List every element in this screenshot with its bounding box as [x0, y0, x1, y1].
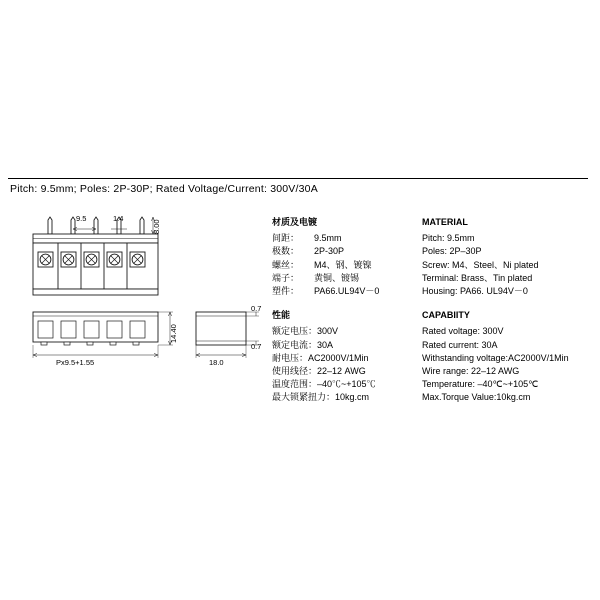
en-capability-row-1: Rated current: 30A — [422, 339, 498, 350]
cn-material-row — [272, 259, 412, 272]
cn-material-label-1: 极数： — [272, 246, 300, 257]
dim-block-width: 18.0 — [209, 358, 224, 367]
cn-capability-value-0: 300V — [317, 326, 339, 337]
cn-capability-row — [272, 352, 412, 365]
cn-capability-label-4: 温度范围： — [272, 379, 318, 390]
en-material-row-0: Pitch: 9.5mm — [422, 233, 475, 244]
en-material-row-1: Poles: 2P–30P — [422, 246, 482, 257]
en-material-row-3: Terminal: Brass、Tin plated — [422, 272, 533, 283]
cn-capability-value-3: 22–12 AWG — [317, 366, 366, 377]
cn-capability-value-1: 30A — [317, 339, 334, 350]
dim-body-height: 14.40 — [169, 324, 178, 343]
cn-capability-value-2: AC2000V/1Min — [308, 352, 369, 363]
dim-height-right: 8.00 — [152, 219, 161, 234]
cn-capability-title: 性能 — [272, 310, 291, 321]
cn-material-row — [272, 245, 412, 258]
cn-capability-row — [272, 365, 412, 378]
cn-material-value-1: 2P-30P — [314, 246, 345, 257]
cn-material-label-0: 间距： — [272, 233, 300, 244]
cn-capability-label-5: 最大锁紧扭力： — [272, 392, 336, 403]
cn-material-title: 材质及电镀 — [272, 217, 318, 227]
en-capability-row-2: Withstanding voltage:AC2000V/1Min — [422, 352, 569, 363]
cn-capability-row — [272, 339, 412, 352]
dim-bottom-formula: Px9.5+1.55 — [56, 358, 95, 367]
en-capability-row-5: Max.Torque Value:10kg.cm — [422, 392, 531, 403]
chinese-spec-column — [272, 216, 412, 405]
cn-material-row — [272, 272, 412, 285]
product-drawing — [18, 212, 268, 392]
dim-tab-height-a: 0.7 — [251, 304, 262, 313]
english-spec-column — [422, 216, 597, 405]
en-capability-row-4: Temperature: –40℃~+105℃ — [422, 379, 539, 390]
cn-capability-value-4: –40℃~+105℃ — [317, 379, 376, 390]
header-divider — [8, 178, 588, 179]
en-capability-row-3: Wire range: 22–12 AWG — [422, 366, 520, 377]
cn-capability-label-2: 耐电压： — [272, 352, 309, 363]
en-capability-row-0: Rated voltage: 300V — [422, 326, 504, 337]
dim-width-small: 1.4 — [113, 214, 124, 223]
en-material-row-2: Screw: M4、Steel、Ni plated — [422, 259, 539, 270]
cn-material-value-4: PA66.UL94V－0 — [314, 286, 380, 297]
en-material-title: MATERIAL — [422, 217, 468, 227]
cn-capability-row — [272, 378, 412, 391]
cn-material-label-3: 端子： — [272, 272, 300, 283]
en-material-row-4: Housing: PA66. UL94V－0 — [422, 286, 528, 297]
cn-material-label-4: 塑件： — [272, 286, 300, 297]
cn-material-value-0: 9.5mm — [314, 233, 342, 244]
cn-capability-label-1: 额定电流： — [272, 339, 318, 350]
dim-pitch-top: 9.5 — [76, 214, 87, 223]
cn-capability-label-3: 使用线径： — [272, 366, 318, 377]
en-section-gap — [422, 298, 597, 309]
en-capability-title: CAPABIITY — [422, 310, 470, 321]
cn-capability-label-0: 额定电压： — [272, 326, 318, 337]
cn-material-row — [272, 285, 412, 298]
cn-capability-value-5: 10kg.cm — [335, 392, 370, 403]
cn-material-value-2: M4、钢、镀镍 — [314, 259, 372, 270]
cn-material-label-2: 螺丝： — [272, 259, 300, 270]
cn-capability-row — [272, 391, 412, 404]
cn-material-value-3: 黄铜、镀锡 — [314, 272, 360, 283]
header-spec-line: Pitch: 9.5mm; Poles: 2P-30P; Rated Voltage/Current: 300V/30A — [10, 183, 318, 195]
cn-capability-row — [272, 325, 412, 338]
cn-section-gap — [272, 298, 412, 309]
dim-tab-height-b: 0.7 — [251, 342, 262, 351]
cn-material-row — [272, 232, 412, 245]
